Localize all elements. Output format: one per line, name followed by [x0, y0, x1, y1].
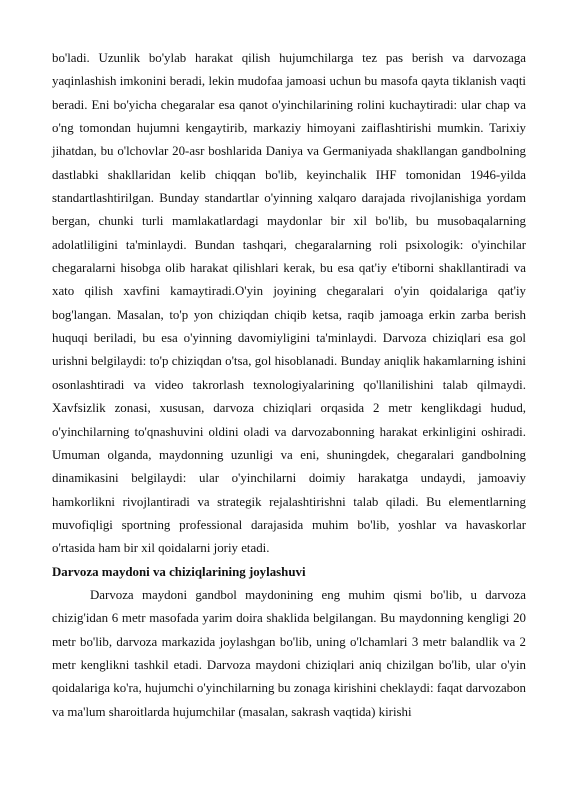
section-heading: Darvoza maydoni va chiziqlarining joylashuvi	[52, 564, 306, 579]
document-page	[52, 47, 526, 724]
section-paragraph: Darvoza maydoni gandbol maydonining eng muhim qismi bo'lib, u darvoza chizig'idan 6 metr masofada yarim doira shaklida belgilangan. Bu maydonning kengligi 20 metr bo'lib, darvoza markazida joylashgan bo'lib, uning o'lchamlari 3 metr balandlik va 2 metr kenglikni tashkil etadi. Darvoza maydoni chiziqlari aniq chizilgan bo'lib, ular o'yin qoidalariga ko'ra, hujumchi o'yinchilarning bu zonaga kirishini cheklaydi: faqat darvozabon va ma'lum sharoitlarda hujumchilar (masalan, sakrash vaqtida) kirishi	[52, 587, 526, 719]
body-paragraph: bo'ladi. Uzunlik bo'ylab harakat qilish hujumchilarga tez pas berish va darvozaga yaqinlashish imkonini beradi, lekin mudofaa jamoasi uchun bu masofa qayta tiklanish vaqti beradi. Eni bo'yicha chegaralar esa qanot o'yinchilarining rolini kuchaytiradi: ular chap va o'ng tomondan hujumni kengaytirib, markaziy himoyani zaiflashtirishi mumkin. Tarixiy jihatdan, bu o'lchovlar 20-asr boshlarida Daniya va Germaniyada shakllangan gandbolning dastlabki shakllaridan kelib chiqqan bo'lib, keyinchalik IHF tomonidan 1946-yilda standartlashtirilgan. Bunday standartlar o'yinning xalqaro darajada rivojlanishiga yordam bergan, chunki turli mamlakatlardagi maydonlar bir xil bo'lib, bu musobaqalarning adolatliligini ta'minlaydi. Bundan tashqari, chegaralarning roli psixologik: o'yinchilar chegaralarni hisobga olib harakat qilishlari kerak, bu esa qat'iy e'tiborni shakllantiradi va xato qilish xavfini kamaytiradi.O'yin joyining chegaralari o'yin qoidalariga qat'iy bog'langan. Masalan, to'p yon chiziqdan chiqib ketsa, raqib jamoaga erkin zarba berish huquqi beriladi, bu esa o'yinning davomiyligini ta'minlaydi. Darvoza chiziqlari esa gol urishni belgilaydi: to'p chiziqdan o'tsa, gol hisoblanadi. Bunday aniqlik hakamlarning ishini osonlashtiradi va video takrorlash texnologiyalarining qo'llanilishini talab qilmaydi. Xavfsizlik zonasi, xususan, darvoza chiziqlari orqasida 2 metr kenglikdagi hudud, o'yinchilarning to'qnashuvini oldini oladi va darvozabonning harakat erkinligini oshiradi. Umuman olganda, maydonning uzunligi va eni, shuningdek, chegaralari gandbolning dinamikasini belgilaydi: ular o'yinchilarni doimiy harakatga undaydi, jamoaviy hamkorlikni rivojlantiradi va strategik rejalashtirishni talab qiladi. Bu elementlarning muvofiqligi sportning professional darajasida muhim bo'lib, yoshlar va havaskorlar o'rtasida ham bir xil qoidalarni joriy etadi.	[52, 51, 526, 556]
